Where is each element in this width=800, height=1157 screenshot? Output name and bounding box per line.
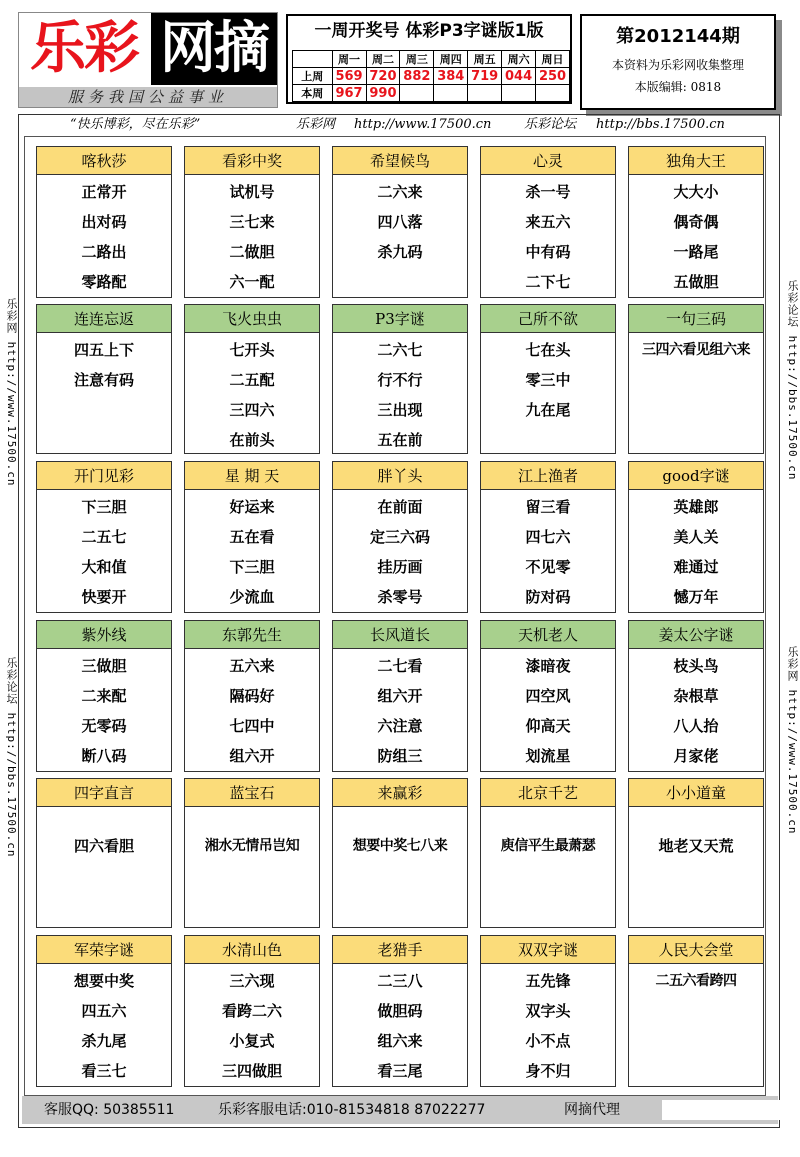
tip-line: 试机号 [229,183,275,201]
tip-box-body [333,490,467,612]
tip-box [480,778,616,928]
tip-line: 枝头鸟 [673,657,719,675]
tip-line: 二三八 [377,972,423,990]
tip-box-body [629,649,763,771]
tip-box-title: 飞火虫虫 [185,305,319,333]
tip-line: 一路尾 [673,243,719,261]
tip-box-title: 星 期 天 [185,462,319,490]
tip-box-title: good字谜 [629,462,763,490]
tip-box-body [481,175,615,297]
tip-box-title: 天机老人 [481,621,615,649]
banner-forum-label: 乐彩论坛 [524,117,577,132]
banner-forum-url[interactable]: http://bbs.17500.cn [596,117,725,132]
tip-box [36,146,172,298]
tip-line: 出对码 [81,213,127,231]
tip-line: 三四六看见组六来 [642,342,750,358]
tip-line: 美人关 [673,528,719,546]
tip-line: 二五七 [81,528,127,546]
tip-line: 不见零 [525,558,571,576]
tip-box [36,620,172,772]
tip-line: 划流星 [525,747,571,765]
tip-box-body [629,490,763,612]
tip-line: 漆暗夜 [525,657,571,675]
weekday-header: 周五 [468,51,502,68]
draw-number: 967 [332,85,366,102]
tip-box-body [481,490,615,612]
tip-box [184,620,320,772]
tip-box-title: 来赢彩 [333,779,467,807]
logo-mark [19,13,277,85]
tip-line: 四五六 [81,1002,127,1020]
tip-line: 偶奇偶 [673,213,719,231]
issue-note: 本资料为乐彩网收集整理 [611,58,744,72]
tip-line: 憾万年 [673,588,719,606]
tip-box [628,304,764,454]
logo-red-text: 乐彩 [30,16,138,81]
tip-line: 中有码 [525,243,571,261]
tip-line: 四六看胆 [73,837,134,855]
tip-box-title: 蓝宝石 [185,779,319,807]
logo-black-text: 网摘 [151,13,277,85]
tip-line: 七开头 [229,341,275,359]
tip-box-title: 双双字谜 [481,936,615,964]
issue-editor: 本版编辑: 0818 [634,80,722,94]
tip-line: 小不点 [525,1032,571,1050]
tip-box-title: 姜太公字谜 [629,621,763,649]
tip-line: 二七看 [377,657,423,675]
weekday-header: 周一 [332,51,366,68]
footer-qq: 客服QQ: 50385511 [44,1102,175,1118]
tip-box-body [333,175,467,267]
tip-box [332,620,468,772]
banner-site-url[interactable]: http://www.17500.cn [354,117,492,132]
tip-line: 想要中奖七八来 [352,838,448,854]
tip-box [480,146,616,298]
weekly-draw-panel [286,14,572,104]
tip-line: 双字头 [525,1002,571,1020]
weekday-header: 周二 [366,51,400,68]
weekday-header: 周日 [536,51,570,68]
tip-line: 三六现 [229,972,275,990]
tip-line: 在前头 [229,431,275,449]
tip-line: 二六来 [377,183,423,201]
tip-line: 杀九码 [377,243,423,261]
tip-box-body [37,807,171,861]
tip-box-body [185,175,319,297]
draw-number: 250 [536,68,570,85]
tip-line: 四八落 [377,213,423,231]
draw-number: 569 [332,68,366,85]
tip-line: 防组三 [377,747,423,765]
tip-line: 湘水无情吊岂知 [204,838,300,854]
tip-box-title: 胖丫头 [333,462,467,490]
tip-box [184,304,320,454]
tip-box-title: 小小道童 [629,779,763,807]
tip-box-title: 紫外线 [37,621,171,649]
tip-line: 五六来 [229,657,275,675]
tip-line: 做胆码 [377,1002,423,1020]
draw-number [502,85,536,102]
banner [24,116,766,134]
tip-box-title: 江上渔者 [481,462,615,490]
tip-box-title: 一句三码 [629,305,763,333]
tip-line: 小复式 [229,1032,275,1050]
tip-line: 想要中奖 [73,972,134,990]
tip-box-title: 人民大会堂 [629,936,763,964]
draw-corner-cell [293,51,333,68]
tip-line: 来五六 [525,213,571,231]
tip-line: 大大小 [673,183,719,201]
tip-line: 快要开 [81,588,127,606]
tip-box-title: 希望候鸟 [333,147,467,175]
tip-box-body [481,964,615,1086]
tip-box-title: 开门见彩 [37,462,171,490]
tip-line: 六一配 [229,273,275,291]
tip-line: 好运来 [229,498,275,516]
tip-box-title: 长风道长 [333,621,467,649]
tip-line: 留三看 [525,498,571,516]
draw-title: 一周开奖号 体彩P3字谜版1版 [314,21,544,41]
tip-box-title: 己所不欲 [481,305,615,333]
tip-line: 挂历画 [377,558,423,576]
tip-line: 仰高天 [525,717,571,735]
draw-number: 720 [366,68,400,85]
tip-box-body [629,333,763,365]
tip-line: 杀零号 [377,588,423,606]
tip-box-title: P3字谜 [333,305,467,333]
tip-box-title: 连连忘返 [37,305,171,333]
tip-box-body [629,807,763,861]
tip-line: 五在看 [229,528,275,546]
weekday-header: 周四 [434,51,468,68]
tip-line: 断八码 [81,747,127,765]
banner-site-label: 乐彩网 [296,117,336,132]
tip-line: 九在尾 [525,401,571,419]
footer [22,1096,778,1124]
tip-box-title: 看彩中奖 [185,147,319,175]
tip-box [480,304,616,454]
side-text-left-top: 乐彩网 http://www.17500.cn [5,298,18,487]
tip-box-body [185,490,319,612]
side-text-left-bottom: 乐彩论坛 http://bbs.17500.cn [5,657,18,858]
tip-line: 二做胆 [229,243,275,261]
draw-number: 044 [502,68,536,85]
tip-box [184,461,320,613]
tip-line: 零三中 [525,371,571,389]
tip-line: 防对码 [525,588,571,606]
tip-box [332,304,468,454]
last-week-label: 上周 [293,68,333,85]
tip-box [184,146,320,298]
tip-line: 二五六看跨四 [655,973,737,989]
tip-line: 下三胆 [81,498,127,516]
footer-agent-field [662,1100,788,1120]
draw-table [292,50,570,102]
tip-line: 注意有码 [73,371,134,389]
tip-box [480,461,616,613]
draw-number [434,85,468,102]
last-week-row [293,68,570,85]
tip-line: 三出现 [377,401,423,419]
tip-line: 定三六码 [369,528,430,546]
tip-line: 组六开 [229,747,275,765]
tip-box [628,778,764,928]
tip-box-title: 军荣字谜 [37,936,171,964]
tip-box-body [185,333,319,455]
tip-box-body [37,333,171,395]
tip-box-title: 东郭先生 [185,621,319,649]
tip-line: 行不行 [377,371,423,389]
banner-quote: “快乐博彩，尽在乐彩” [70,117,201,132]
this-week-label: 本周 [293,85,333,102]
tip-box-body [333,333,467,455]
tip-line: 正常开 [81,183,127,201]
tip-line: 二下七 [525,273,571,291]
draw-number: 882 [400,68,434,85]
tip-box [628,461,764,613]
tip-box [36,778,172,928]
tip-box [332,778,468,928]
tip-line: 地老又天荒 [658,837,734,855]
tip-line: 在前面 [377,498,423,516]
tip-line: 五在前 [377,431,423,449]
logo [18,12,278,108]
tip-line: 下三胆 [229,558,275,576]
tip-line: 五先锋 [525,972,571,990]
tip-line: 六注意 [377,717,423,735]
tip-box [36,304,172,454]
tip-box-title: 喀秋莎 [37,147,171,175]
this-week-row [293,85,570,102]
draw-number: 719 [468,68,502,85]
tip-line: 杂根草 [673,687,719,705]
tip-line: 三四做胆 [221,1062,282,1080]
tip-line: 八人抬 [673,717,719,735]
tip-box [36,935,172,1087]
tip-line: 四七六 [525,528,571,546]
tip-box [332,935,468,1087]
tip-box-body [185,807,319,861]
tip-box-body [185,649,319,771]
draw-number: 990 [366,85,400,102]
tip-box-body [333,807,467,861]
tip-box [332,461,468,613]
tip-line: 看跨二六 [221,1002,282,1020]
tip-line: 杀九尾 [81,1032,127,1050]
draw-number [468,85,502,102]
tip-line: 组六开 [377,687,423,705]
tip-line: 隔码好 [229,687,275,705]
tip-box-body [37,490,171,612]
footer-agent: 网摘代理 [564,1102,620,1118]
tip-box-body [185,964,319,1086]
weekday-header: 周六 [502,51,536,68]
tip-line: 英雄郎 [673,498,719,516]
tip-line: 难通过 [673,558,719,576]
logo-slogan: 服务我国公益事业 [19,87,277,107]
tip-line: 庾信平生最萧瑟 [500,838,596,854]
tip-line: 四空风 [525,687,571,705]
tip-box [184,935,320,1087]
tip-box [628,620,764,772]
tip-line: 身不归 [525,1062,571,1080]
tip-line: 七在头 [525,341,571,359]
tip-line: 二五配 [229,371,275,389]
tip-box [480,620,616,772]
tip-box [36,461,172,613]
tip-line: 零路配 [81,273,127,291]
tip-line: 三四六 [229,401,275,419]
footer-phone: 乐彩客服电话:010-81534818 87022277 [218,1102,486,1118]
tip-line: 二来配 [81,687,127,705]
tip-box-body [629,964,763,996]
tip-line: 四五上下 [73,341,134,359]
tip-box-body [37,175,171,297]
tip-box-body [481,649,615,771]
tip-box-body [37,964,171,1086]
side-text-right-bottom: 乐彩网 http://www.17500.cn [786,646,799,835]
tip-box-title: 水清山色 [185,936,319,964]
tip-box-body [37,649,171,771]
tip-line: 无零码 [81,717,127,735]
tip-line: 看三尾 [377,1062,423,1080]
tip-box [480,935,616,1087]
tip-box [184,778,320,928]
issue-panel [580,14,776,110]
tip-box [628,935,764,1087]
tip-line: 看三七 [81,1062,127,1080]
tip-line: 七四中 [229,717,275,735]
tip-line: 少流血 [229,588,275,606]
tip-line: 杀一号 [525,183,571,201]
tip-box-title: 心灵 [481,147,615,175]
tip-line: 大和值 [81,558,127,576]
tip-box [628,146,764,298]
tip-line: 二六七 [377,341,423,359]
side-text-right-top: 乐彩论坛 http://bbs.17500.cn [786,280,799,481]
tip-box-title: 四字直言 [37,779,171,807]
tip-box-title: 老猎手 [333,936,467,964]
tip-line: 二路出 [81,243,127,261]
draw-header-row [293,51,570,68]
tip-line: 五做胆 [673,273,719,291]
draw-number: 384 [434,68,468,85]
tip-box-body [629,175,763,297]
tip-line: 三做胆 [81,657,127,675]
weekday-header: 周三 [400,51,434,68]
draw-number [400,85,434,102]
tip-box [332,146,468,298]
tip-box-body [481,333,615,425]
tip-box-title: 北京千艺 [481,779,615,807]
tip-box-title: 独角大王 [629,147,763,175]
tip-line: 三七来 [229,213,275,231]
tip-line: 组六来 [377,1032,423,1050]
tip-box-body [481,807,615,861]
tip-box-body [333,964,467,1086]
issue-number: 第2012144期 [616,26,740,47]
draw-number [536,85,570,102]
tip-box-body [333,649,467,771]
tip-line: 月家佬 [673,747,719,765]
